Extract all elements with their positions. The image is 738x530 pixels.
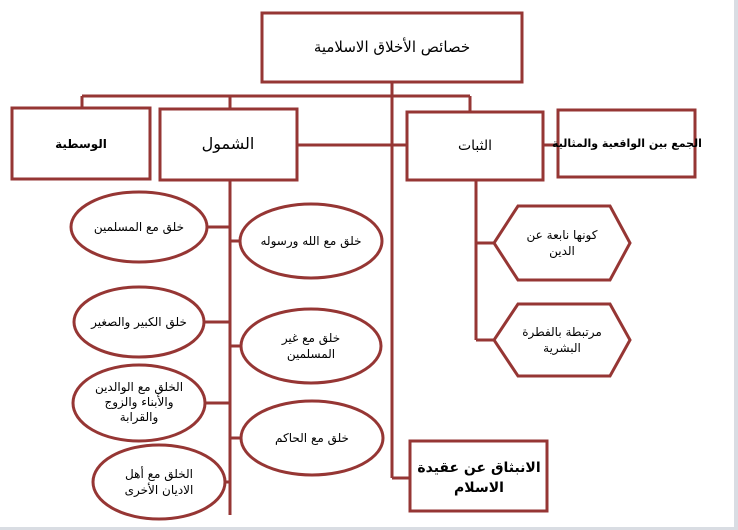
inbithaq-box — [410, 441, 547, 511]
shumul-left-3-line-2: والأبناء والزوج — [104, 395, 174, 409]
shumul-ellipse-other-religions — [93, 445, 225, 519]
shumul-right-2-line-2: المسلمين — [286, 347, 336, 361]
shumul-left-3-line-3: والقرابة — [119, 410, 159, 424]
shumul-right-2-line-1: خلق مع غير — [281, 331, 341, 345]
thabat-child-1-line-2: الدين — [549, 244, 575, 258]
thabat-child-2-line-1: مرتبطة بالفطرة — [522, 325, 602, 339]
inbithaq-label-line-2: الاسلام — [454, 480, 504, 496]
thabat-child-hexagon-2 — [494, 304, 630, 376]
shumul-ellipse-non-muslims — [241, 309, 381, 383]
thabat-child-hexagon-1 — [494, 206, 630, 280]
shumul-label: الشمول — [201, 134, 255, 153]
thabat-label: الثبات — [457, 138, 493, 154]
thabat-child-1-line-1: كونها نابعة عن — [526, 228, 598, 242]
shumul-left-2-label: خلق الكبير والصغير — [91, 315, 187, 329]
shumul-left-1-label: خلق مع المسلمين — [93, 220, 185, 234]
shumul-right-1-label: خلق مع الله ورسوله — [260, 234, 362, 248]
shumul-left-4-line-1: الخلق مع أهل — [125, 467, 193, 481]
inbithaq-label-line-1: الانبثاق عن عقيدة — [417, 460, 541, 476]
thabat-child-2-line-2: البشرية — [543, 341, 581, 355]
shumul-right-3-label: خلق مع الحاكم — [275, 431, 349, 445]
shumul-left-3-line-1: الخلق مع الوالدين — [94, 380, 184, 394]
root-label: خصائص الأخلاق الاسلامية — [313, 38, 471, 56]
shumul-left-4-line-2: الاديان الأخرى — [124, 483, 194, 497]
wasatiyya-label: الوسطية — [55, 137, 107, 151]
waqiiyya-label: الجمع بين الواقعية والمثالية — [552, 137, 702, 150]
